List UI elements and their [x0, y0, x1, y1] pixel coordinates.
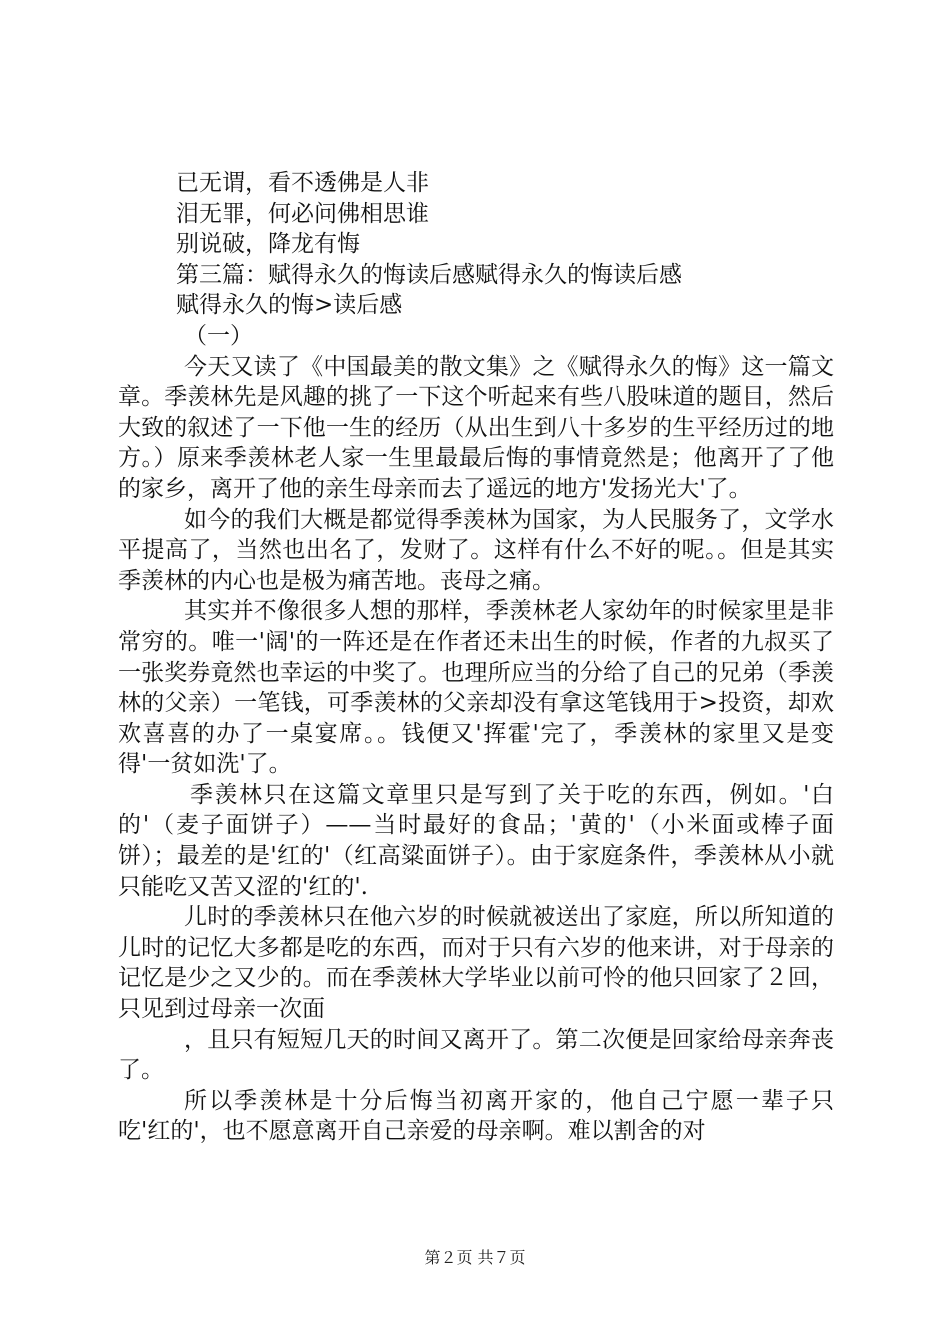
section-subtitle: 赋得永久的悔>读后感 — [176, 292, 403, 319]
section-number: （一） — [184, 322, 253, 349]
paragraph-6: ，且只有短短几天的时间又离开了。第二次便是回家给母亲奔丧了。 — [118, 1026, 834, 1084]
poem-line-3: 别说破，降龙有悔 — [176, 231, 360, 258]
paragraph-3: 其实并不像很多人想的那样，季羡林老人家幼年的时候家里是非常穷的。唯一'阔'的一阵还是在作者还未出生的时候，作者的九叔买了一张奖券竟然也幸运的中奖了。也理所应当的分给了自己的兄弟（季羡林的父亲）一笔钱，可季羡林的父亲却没有拿这笔钱用于>投资，却欢欢喜喜的办了一桌宴席。。钱便又'挥霍'完了，季羡林的家里又是变得'一贫如洗'了。 — [118, 598, 834, 778]
document-body — [118, 168, 834, 1147]
paragraph-4: 季羡林只在这篇文章里只是写到了关于吃的东西，例如。'白的'（麦子面饼子）——当时最好的食品；'黄的'（小米面或棒子面饼）；最差的是'红的'（红高粱面饼子）。由于家庭条件，季羡林从小就只能吃又苦又涩的'红的'. — [118, 781, 834, 900]
poem-line-2: 泪无罪，何必问佛相思谁 — [176, 200, 429, 227]
paragraph-1: 今天又读了《中国最美的散文集》之《赋得永久的悔》这一篇文章。季羡林先是风趣的挑了一下这个听起来有些八股味道的题目，然后大致的叙述了一下他一生的经历（从出生到八十多岁的生平经历过的地方。）原来季羡林老人家一生里最最后悔的事情竟然是；他离开了了他的家乡，离开了他的亲生母亲而去了遥远的地方'发扬光大'了。 — [118, 353, 834, 502]
section-heading: 第三篇：赋得永久的悔读后感赋得永久的悔读后感 — [176, 261, 682, 288]
paragraph-5: 儿时的季羡林只在他六岁的时候就被送出了家庭，所以所知道的儿时的记忆大多都是吃的东西，而对于只有六岁的他来讲，对于母亲的记忆是少之又少的。而在季羡林大学毕业以前可怜的他只回家了２回，只见到过母亲一次面 — [118, 904, 834, 1023]
page-footer: 第２页 共７页 — [424, 1248, 526, 1267]
poem-line-1: 已无谓，看不透佛是人非 — [176, 170, 429, 196]
paragraph-2: 如今的我们大概是都觉得季羡林为国家，为人民服务了，文学水平提高了，当然也出名了，发财了。这样有什么不好的呢。。但是其实季羡林的内心也是极为痛苦地。丧母之痛。 — [118, 506, 834, 594]
paragraph-7: 所以季羡林是十分后悔当初离开家的，他自己宁愿一辈子只吃'红的'，也不愿意离开自己亲爱的母亲啊。难以割舍的对 — [118, 1087, 834, 1145]
